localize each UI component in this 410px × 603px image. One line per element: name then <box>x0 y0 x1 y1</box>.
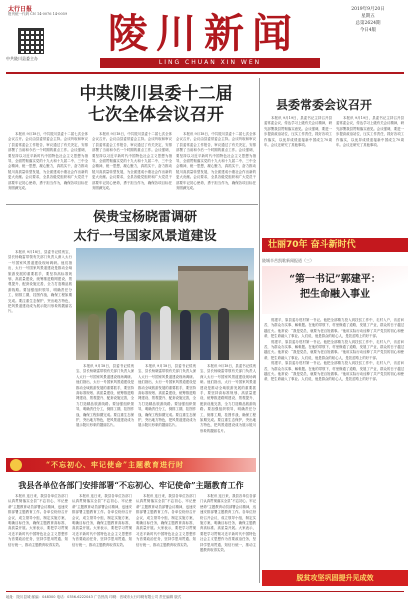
field-inspection-photo[interactable] <box>76 248 254 360</box>
lead-body-col1: 本报讯 9月18日，中共陵川县委十二届七次全体会议召开。会议由县委常委会主持。会议听取和审议了县委常委会工作报告，审议通过了有关决定，安排部署了当前和今后一个时期的重点工作。会议强调，要坚持以习近平新时代中国特色社会主义思想为指导，全面贯彻落实党的十九大和十九届二中、三中全会精神，统一思想，凝心聚力，真抓实干，奋力推动陵川高质量转型发展，为全面建成小康社会作出新的更大贡献。会议要求，全县各级党组织和广大党员干部要牢记初心使命，勇于担当作为，确保各项目标任务圆满完成。 <box>8 132 88 191</box>
second-body-col4: 本报讯 9月18日，县委书记侯贵宝、县长杨晓雷带领有关部门负责人深入太行一号国家风景道建设现场调研。他们指出，太行一号国家风景道建设是推动全域旅游发展的重要抓手，要坚持高标准规划、高质量建设，统筹推进路网建设、景观提升、配套设施完善，全力打造精品旅游线路。要加强组织领导，明确责任分工，倒排工期，挂图作战，确保工程如期完成。要注重生态保护，突出地方特色，把风景道建设成为展示陵川形象的靓丽名片。 <box>200 364 256 433</box>
lead-headline-line2: 七次全体会议召开 <box>88 105 224 125</box>
second-body-left: 本报讯 9月18日，县委书记侯贵宝、县长杨晓雷带领有关部门负责人深入太行一号国家风景道建设现场调研。他们指出，太行一号国家风景道建设是推动全域旅游发展的重要抓手，要坚持高标准规划、高质量建设，统筹推进路网建设、景观提升、配套设施完善，全力打造精品旅游线路。要加强组织领导，明确责任分工，倒排工期，挂图作战，确保工程如期完成。要注重生态保护，突出地方特色，把风景道建设成为展示陵川形象的靓丽名片。 <box>8 250 72 314</box>
series-label: 陵城辛苦凯歌新闻报道（三） <box>262 258 314 263</box>
theme-strip-text: “不忘初心、牢记使命”主题教育进行时 <box>46 460 185 469</box>
stone-house-image <box>178 266 248 310</box>
theme-body-col3: 本报讯 连日来，我县各单位各部门认真贯彻落实全县“不忘初心、牢记使命”主题教育动员部署会议精神，迅速安排部署主题教育工作。各单位纷纷召开会议，成立领导小组，制定实施方案，明确目标任务，确保主题教育高标准、高质量开展。大家表示，要把学习贯彻习近平新时代中国特色社会主义思想作为首要政治任务，坚持学思用贯通、知信行统一，推动主题教育取得实效。 <box>136 494 196 547</box>
lead-body-col3: 本报讯 9月18日，中共陵川县委十二届七次全体会议召开。会议由县委常委会主持。会议听取和审议了县委常委会工作报告，审议通过了有关决定，安排部署了当前和今后一个时期的重点工作。会议强调，要坚持以习近平新时代中国特色社会主义思想为指导，全面贯彻落实党的十九大和十九届二中、三中全会精神，统一思想，凝心聚力，真抓实干，奋力推动陵川高质量转型发展，为全面建成小康社会作出新的更大贡献。会议要求，全县各级党组织和广大党员干部要牢记初心使命，勇于担当作为，确保各项目标任务圆满完成。 <box>176 132 256 191</box>
theme-strip <box>6 458 256 472</box>
right-body-col1: 本报讯 9月19日，县委书记主持召开县委常委会议，传达学习上级有关会议精神，研究部署我县贯彻落实意见。会议强调，要进一步提高政治站位，压实工作责任，抓好各项工作落实，以优异成绩迎接新中国成立70周年。会议还研究了其他事项。 <box>264 116 332 148</box>
party-emblem-icon <box>10 459 22 471</box>
feature-headline[interactable] <box>268 272 402 302</box>
issue-number: 总第2624期 <box>355 21 381 26</box>
second-headline-line2: 太行一号国家风景道建设 <box>73 229 217 244</box>
theme-body-col1: 本报讯 连日来，我县各单位各部门认真贯彻落实全县“不忘初心、牢记使命”主题教育动员部署会议精神，迅速安排部署主题教育工作。各单位纷纷召开会议，成立领导小组，制定实施方案，明确目标任务，确保主题教育高标准、高质量开展。大家表示，要把学习贯彻习近平新时代中国特色社会主义思想作为首要政治任务，坚持学思用贯通、知信行统一，推动主题教育取得实效。 <box>8 494 68 547</box>
lead-headline[interactable] <box>56 84 256 126</box>
feature-headline-line2: 把生命融入事业 <box>300 289 370 300</box>
issue-meta <box>336 6 400 34</box>
newspaper-title: 陵川新闻 <box>108 10 300 57</box>
lead-body-col2: 本报讯 9月18日，中共陵川县委十二届七次全体会议召开。会议由县委常委会主持。会议听取和审议了县委常委会工作报告，审议通过了有关决定，安排部署了当前和今后一个时期的重点工作。会议强调，要坚持以习近平新时代中国特色社会主义思想为指导，全面贯彻落实党的十九大和十九届二中、三中全会精神，统一思想，凝心聚力，真抓实干，奋力推动陵川高质量转型发展，为全面建成小康社会作出新的更大贡献。会议要求，全县各级党组织和广大党员干部要牢记初心使命，勇于担当作为，确保各项目标任务圆满完成。 <box>92 132 172 191</box>
right-headline[interactable]: 县委常委会议召开 <box>276 98 373 112</box>
pinyin-bar: LING CHUAN XIN WEN <box>100 58 320 68</box>
second-headline[interactable] <box>50 208 240 246</box>
second-headline-line1: 侯贵宝杨晓雷调研 <box>92 210 197 225</box>
second-body-col2: 本报讯 9月18日，县委书记侯贵宝、县长杨晓雷带领有关部门负责人深入太行一号国家风景道建设现场调研。他们指出，太行一号国家风景道建设是推动全域旅游发展的重要抓手，要坚持高标准规划、高质量建设，统筹推进路网建设、景观提升、配套设施完善，全力打造精品旅游线路。要加强组织领导，明确责任分工，倒排工期，挂图作战，确保工程如期完成。要注重生态保护，突出地方特色，把风景道建设成为展示陵川形象的靓丽名片。 <box>76 364 134 428</box>
section-divider <box>6 204 258 205</box>
feature-body: 郭建平，原县委办驻村第一书记。他把全部精力投入到扶贫工作中，走村入户，访贫问苦，为群众办实事、解难题。在他的带领下，村里修通了道路，发展了产业，群众的日子越过越红火。他常说：“我是党员，就要为老百姓做事。”他用实际行动诠释了共产党员的初心和使命，把生命融入了事业。人们说，他是群众的贴心人，是扶贫路上的好干部。 郭建平，原县委办驻村第一书记。他把全部精力投入到扶贫工作中，走村入户，访贫问苦，为群众办实事、解难题。在他的带领下，村里修通了道路，发展了产业，群众的日子越过越红火。他常说：“我是党员，就要为老百姓做事。”他用实际行动诠释了共产党员的初心和使命，把生命融入了事业。人们说，他是群众的贴心人，是扶贫路上的好干部。 郭建平，原县委办驻村第一书记。他把全部精力投入到扶贫工作中，走村入户，访贫问苦，为群众办实事、解难题。在他的带领下，村里修通了道路，发展了产业，群众的日子越过越红火。他常说：“我是党员，就要为老百姓做事。”他用实际行动诠释了共产党员的初心和使命，把生命融入了事业。人们说，他是群众的贴心人，是扶贫路上的好干部。 <box>264 318 404 382</box>
second-body-col3: 本报讯 9月18日，县委书记侯贵宝、县长杨晓雷带领有关部门负责人深入太行一号国家风景道建设现场调研。他们指出，太行一号国家风景道建设是推动全域旅游发展的重要抓手，要坚持高标准规划、高质量建设，统筹推进路网建设、景观提升、配套设施完善，全力打造精品旅游线路。要加强组织领导，明确责任分工，倒排工期，挂图作战，确保工程如期完成。要注重生态保护，突出地方特色，把风景道建设成为展示陵川形象的靓丽名片。 <box>138 364 196 428</box>
masthead <box>0 0 410 66</box>
theme-headline[interactable]: 我县各单位各部门安排部署“不忘初心、牢记使命”主题教育工作 <box>18 480 244 490</box>
qr-code-icon <box>18 28 44 54</box>
brand-subtitle: 报刊统一代码 CN 14-0076 14-0059 <box>8 12 68 16</box>
masthead-rule <box>6 72 404 74</box>
issue-pages: 今日4版 <box>359 28 377 33</box>
theme-body-col4: 本报讯 连日来，我县各单位各部门认真贯彻落实全县“不忘初心、牢记使命”主题教育动员部署会议精神，迅速安排部署主题教育工作。各单位纷纷召开会议，成立领导小组，制定实施方案，明确目标任务，确保主题教育高标准、高质量开展。大家表示，要把学习贯彻习近平新时代中国特色社会主义思想作为首要政治任务，坚持学思用贯通、知信行统一，推动主题教育取得实效。 <box>200 494 256 553</box>
column-divider <box>259 78 260 583</box>
anniversary-banner: 壮丽70年 奋斗新时代 <box>262 238 408 252</box>
brand-name: 太行日报 <box>8 6 33 13</box>
footer-imprint: 地址：陵川县城 邮编：048300 电话：0356-6222043 广告热线 印刷：晋城市太行印刷有限公司 责任编辑 版式 <box>6 591 404 600</box>
feature-headline-line1: “第一书记”郭建平： <box>289 274 381 285</box>
issue-weekday: 星期五 <box>361 14 375 19</box>
publisher-caption: 中共陵川县委主办 <box>6 56 38 61</box>
poverty-alleviation-banner: 脱贫攻坚巩固提升见成效 <box>262 570 408 586</box>
issue-date: 2019年9月20日 <box>351 7 385 12</box>
right-body-col2: 本报讯 9月19日，县委书记主持召开县委常委会议，传达学习上级有关会议精神，研究部署我县贯彻落实意见。会议强调，要进一步提高政治站位，压实工作责任，抓好各项工作落实，以优异成绩迎接新中国成立70周年。会议还研究了其他事项。 <box>336 116 404 148</box>
theme-body-col2: 本报讯 连日来，我县各单位各部门认真贯彻落实全县“不忘初心、牢记使命”主题教育动员部署会议精神，迅速安排部署主题教育工作。各单位纷纷召开会议，成立领导小组，制定实施方案，明确目标任务，确保主题教育高标准、高质量开展。大家表示，要把学习贯彻习近平新时代中国特色社会主义思想作为首要政治任务，坚持学思用贯通、知信行统一，推动主题教育取得实效。 <box>72 494 132 547</box>
lead-headline-line1: 中共陵川县委十二届 <box>79 84 233 104</box>
